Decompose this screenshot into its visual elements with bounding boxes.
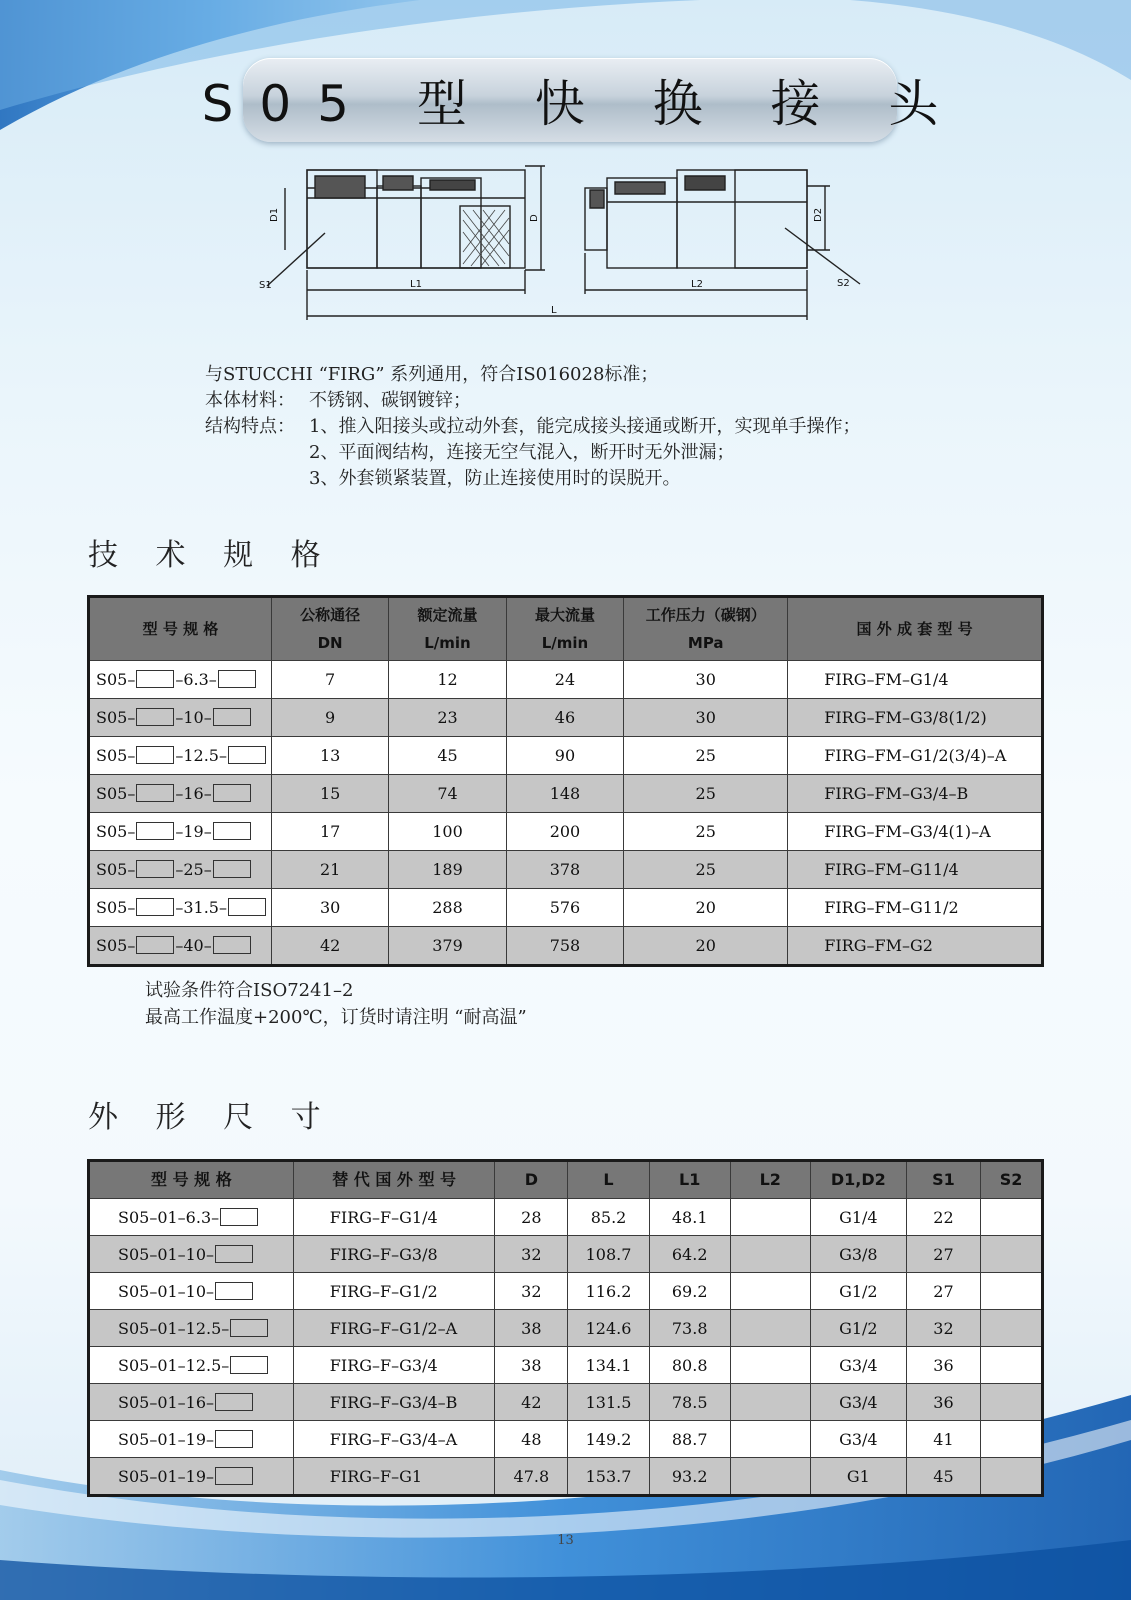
d1d2-cell: G1/4 [811,1199,907,1236]
model-text: S05–01–12.5– [118,1318,230,1338]
d1d2-cell: G3/4 [811,1384,907,1421]
rated-flow-cell: 12 [389,661,506,699]
blank-box [136,708,174,726]
model-text: S05–01–19– [118,1429,215,1449]
s2-cell [981,1347,1043,1384]
title-banner [201,58,965,142]
model-cell [89,1421,294,1458]
model-prefix: S05– [96,898,136,917]
foreign-model-cell: FIRG–FM–G3/4–B [788,775,1043,813]
col-header-max-flow: 最大流量 L/min [506,597,623,661]
blank-box [213,784,251,802]
max-flow-cell: 46 [506,699,623,737]
dn-cell: 15 [271,775,388,813]
table-row [89,699,1043,737]
col-header-l1: L1 [649,1161,730,1199]
l2-cell [730,1310,811,1347]
model-cell [89,1384,294,1421]
model-size: –31.5– [175,898,227,917]
d1d2-cell: G1/2 [811,1273,907,1310]
blank-box [230,1356,268,1374]
col-header-model: 型 号 规 格 [89,1161,294,1199]
s2-cell [981,1458,1043,1496]
rated-flow-cell: 288 [389,889,506,927]
blank-box [230,1319,268,1337]
spec-header-row [89,597,1043,661]
model-cell [89,851,272,889]
l2-cell [730,1236,811,1273]
blank-box [136,860,174,878]
s2-cell [981,1421,1043,1458]
col-header-l: L [568,1161,650,1199]
col-header-s1: S1 [906,1161,981,1199]
compat-line: 与STUCCHI “FIRG” 系列通用，符合IS016028标准； [205,364,659,385]
model-text: S05–01–16– [118,1392,215,1412]
s1-cell: 27 [906,1273,981,1310]
l2-cell [730,1384,811,1421]
replacement-cell: FIRG–F–G1 [293,1458,495,1496]
replacement-cell: FIRG–F–G1/2 [293,1273,495,1310]
pressure-cell: 25 [624,737,788,775]
blank-box [136,822,174,840]
model-size: –40– [175,936,212,955]
d1d2-cell: G1 [811,1458,907,1496]
s2-cell [981,1236,1043,1273]
pressure-cell: 30 [624,661,788,699]
max-flow-cell: 200 [506,813,623,851]
s1-cell: 41 [906,1421,981,1458]
l2-cell [730,1273,811,1310]
dn-cell: 21 [271,851,388,889]
blank-box [136,670,174,688]
d1d2-cell: G3/4 [811,1347,907,1384]
model-cell [89,1347,294,1384]
table-row [89,813,1043,851]
model-cell [89,889,272,927]
d1d2-cell: G3/8 [811,1236,907,1273]
l1-cell: 69.2 [649,1273,730,1310]
model-cell [89,699,272,737]
col-header-l2: L2 [730,1161,811,1199]
l-cell: 116.2 [568,1273,650,1310]
l1-cell: 78.5 [649,1384,730,1421]
material-label: 本体材料： [205,390,295,411]
blank-box [215,1467,253,1485]
label-s2: S2 [837,278,850,289]
spec-table [87,595,1044,967]
col-header-s2: S2 [981,1161,1043,1199]
col-header-rated-flow: 额定流量 L/min [389,597,506,661]
s1-cell: 45 [906,1458,981,1496]
model-size: –12.5– [175,746,227,765]
foreign-model-cell: FIRG–FM–G11/2 [788,889,1043,927]
pressure-cell: 20 [624,889,788,927]
rated-flow-cell: 100 [389,813,506,851]
d1d2-cell: G1/2 [811,1310,907,1347]
dn-cell: 17 [271,813,388,851]
blank-box [218,670,256,688]
blank-box [228,746,266,764]
model-size: –25– [175,860,212,879]
replacement-cell: FIRG–F–G3/8 [293,1236,495,1273]
table-row [89,1273,1043,1310]
blank-box [215,1245,253,1263]
d-cell: 38 [495,1310,568,1347]
model-size: –10– [175,708,212,727]
dn-cell: 30 [271,889,388,927]
feature-item: 2、平面阀结构，连接无空气混入，断开时无外泄漏； [309,442,735,463]
model-prefix: S05– [96,746,136,765]
model-cell [89,1236,294,1273]
page-number: 13 [557,1533,574,1548]
pressure-cell: 25 [624,775,788,813]
model-size: –19– [175,822,212,841]
features-label: 结构特点： [205,416,295,437]
dn-cell: 13 [271,737,388,775]
table-row [89,1310,1043,1347]
pressure-cell: 25 [624,813,788,851]
l-cell: 108.7 [568,1236,650,1273]
s1-cell: 36 [906,1384,981,1421]
d-cell: 48 [495,1421,568,1458]
blank-box [215,1282,253,1300]
l1-cell: 64.2 [649,1236,730,1273]
d-cell: 32 [495,1273,568,1310]
col-header-d1d2: D1,D2 [811,1161,907,1199]
blank-box [136,898,174,916]
max-flow-cell: 24 [506,661,623,699]
label-l1: L1 [410,279,422,290]
table-row [89,775,1043,813]
max-flow-cell: 90 [506,737,623,775]
l2-cell [730,1347,811,1384]
material-value: 不锈钢、碳钢镀锌； [309,390,471,411]
blank-box [213,822,251,840]
replacement-cell: FIRG–F–G3/4–B [293,1384,495,1421]
model-prefix: S05– [96,822,136,841]
features-line [205,414,860,440]
s2-cell [981,1310,1043,1347]
s1-cell: 32 [906,1310,981,1347]
description [205,362,860,492]
l-cell: 124.6 [568,1310,650,1347]
model-prefix: S05– [96,670,136,689]
max-flow-cell: 758 [506,927,623,966]
model-text: S05–01–19– [118,1466,215,1486]
d-cell: 42 [495,1384,568,1421]
dn-cell: 42 [271,927,388,966]
foreign-model-cell: FIRG–FM–G3/8(1/2) [788,699,1043,737]
label-d1: D1 [269,207,280,222]
l-cell: 131.5 [568,1384,650,1421]
model-cell [89,775,272,813]
l1-cell: 73.8 [649,1310,730,1347]
l-cell: 149.2 [568,1421,650,1458]
model-text: S05–01–12.5– [118,1355,230,1375]
dn-cell: 9 [271,699,388,737]
table-row [89,1421,1043,1458]
table-row [89,1199,1043,1236]
rated-flow-cell: 45 [389,737,506,775]
table-row [89,1236,1043,1273]
l1-cell: 80.8 [649,1347,730,1384]
feature-item: 3、外套锁紧装置，防止连接使用时的误脱开。 [309,468,681,489]
col-header-d: D [495,1161,568,1199]
feature-item: 1、推入阳接头或拉动外套，能完成接头接通或断开，实现单手操作； [309,416,861,437]
foreign-model-cell: FIRG–FM–G1/2(3/4)–A [788,737,1043,775]
table-row [89,1384,1043,1421]
s2-cell [981,1384,1043,1421]
model-prefix: S05– [96,936,136,955]
col-header-foreign: 国 外 成 套 型 号 [788,597,1043,661]
model-prefix: S05– [96,784,136,803]
blank-box [213,708,251,726]
rated-flow-cell: 379 [389,927,506,966]
model-cell [89,1310,294,1347]
s1-cell: 27 [906,1236,981,1273]
model-cell [89,1273,294,1310]
col-header-pressure: 工作压力（碳钢） MPa [624,597,788,661]
s1-cell: 36 [906,1347,981,1384]
blank-box [136,784,174,802]
table-row [89,1347,1043,1384]
dim-section-title: 外 形 尺 寸 [88,1100,335,1135]
s1-cell: 22 [906,1199,981,1236]
dim-header-row [89,1161,1043,1199]
blank-box [215,1430,253,1448]
model-prefix: S05– [96,708,136,727]
replacement-cell: FIRG–F–G1/4 [293,1199,495,1236]
foreign-model-cell: FIRG–FM–G11/4 [788,851,1043,889]
replacement-cell: FIRG–F–G1/2–A [293,1310,495,1347]
label-l2: L2 [691,279,703,290]
l2-cell [730,1421,811,1458]
rated-flow-cell: 23 [389,699,506,737]
col-header-model: 型 号 规 格 [89,597,272,661]
foreign-model-cell: FIRG–FM–G2 [788,927,1043,966]
pressure-cell: 30 [624,699,788,737]
blank-box [215,1393,253,1411]
max-flow-cell: 576 [506,889,623,927]
page-title: S05 型 快 换 接 头 [201,75,965,133]
s2-cell [981,1199,1043,1236]
model-cell [89,1199,294,1236]
table-row [89,851,1043,889]
blank-box [228,898,266,916]
test-notes [145,977,527,1031]
l1-cell: 93.2 [649,1458,730,1496]
foreign-model-cell: FIRG–FM–G1/4 [788,661,1043,699]
label-d: D [529,214,540,222]
note-line: 最高工作温度+200℃，订货时请注明 “耐高温” [145,1007,527,1028]
label-l: L [551,305,557,316]
blank-box [213,936,251,954]
pressure-cell: 20 [624,927,788,966]
table-row [89,737,1043,775]
blank-box [136,746,174,764]
replacement-cell: FIRG–F–G3/4 [293,1347,495,1384]
model-size: –6.3– [175,670,217,689]
dn-cell: 7 [271,661,388,699]
rated-flow-cell: 189 [389,851,506,889]
blank-box [213,860,251,878]
model-cell [89,813,272,851]
blank-box [136,936,174,954]
model-cell [89,927,272,966]
table-row [89,927,1043,966]
coupling-drawing [255,158,875,333]
l2-cell [730,1199,811,1236]
max-flow-cell: 148 [506,775,623,813]
col-header-dn: 公称通径 DN [271,597,388,661]
l-cell: 134.1 [568,1347,650,1384]
d-cell: 38 [495,1347,568,1384]
model-prefix: S05– [96,860,136,879]
model-text: S05–01–6.3– [118,1207,220,1227]
model-size: –16– [175,784,212,803]
model-text: S05–01–10– [118,1244,215,1264]
spec-section-title: 技 术 规 格 [88,538,335,573]
l2-cell [730,1458,811,1496]
table-row [89,1458,1043,1496]
max-flow-cell: 378 [506,851,623,889]
model-cell [89,737,272,775]
pressure-cell: 25 [624,851,788,889]
model-text: S05–01–10– [118,1281,215,1301]
d-cell: 28 [495,1199,568,1236]
l-cell: 153.7 [568,1458,650,1496]
table-row [89,661,1043,699]
label-s1: S1 [259,280,272,291]
l1-cell: 88.7 [649,1421,730,1458]
label-d2: D2 [813,207,824,222]
dimension-table [87,1159,1044,1497]
foreign-model-cell: FIRG–FM–G3/4(1)–A [788,813,1043,851]
d-cell: 32 [495,1236,568,1273]
material-line [205,388,860,414]
model-cell [89,1458,294,1496]
rated-flow-cell: 74 [389,775,506,813]
blank-box [220,1208,258,1226]
s2-cell [981,1273,1043,1310]
model-cell [89,661,272,699]
l-cell: 85.2 [568,1199,650,1236]
l1-cell: 48.1 [649,1199,730,1236]
d1d2-cell: G3/4 [811,1421,907,1458]
col-header-replacement: 替 代 国 外 型 号 [293,1161,495,1199]
replacement-cell: FIRG–F–G3/4–A [293,1421,495,1458]
d-cell: 47.8 [495,1458,568,1496]
note-line: 试验条件符合ISO7241–2 [145,980,354,1001]
table-row [89,889,1043,927]
